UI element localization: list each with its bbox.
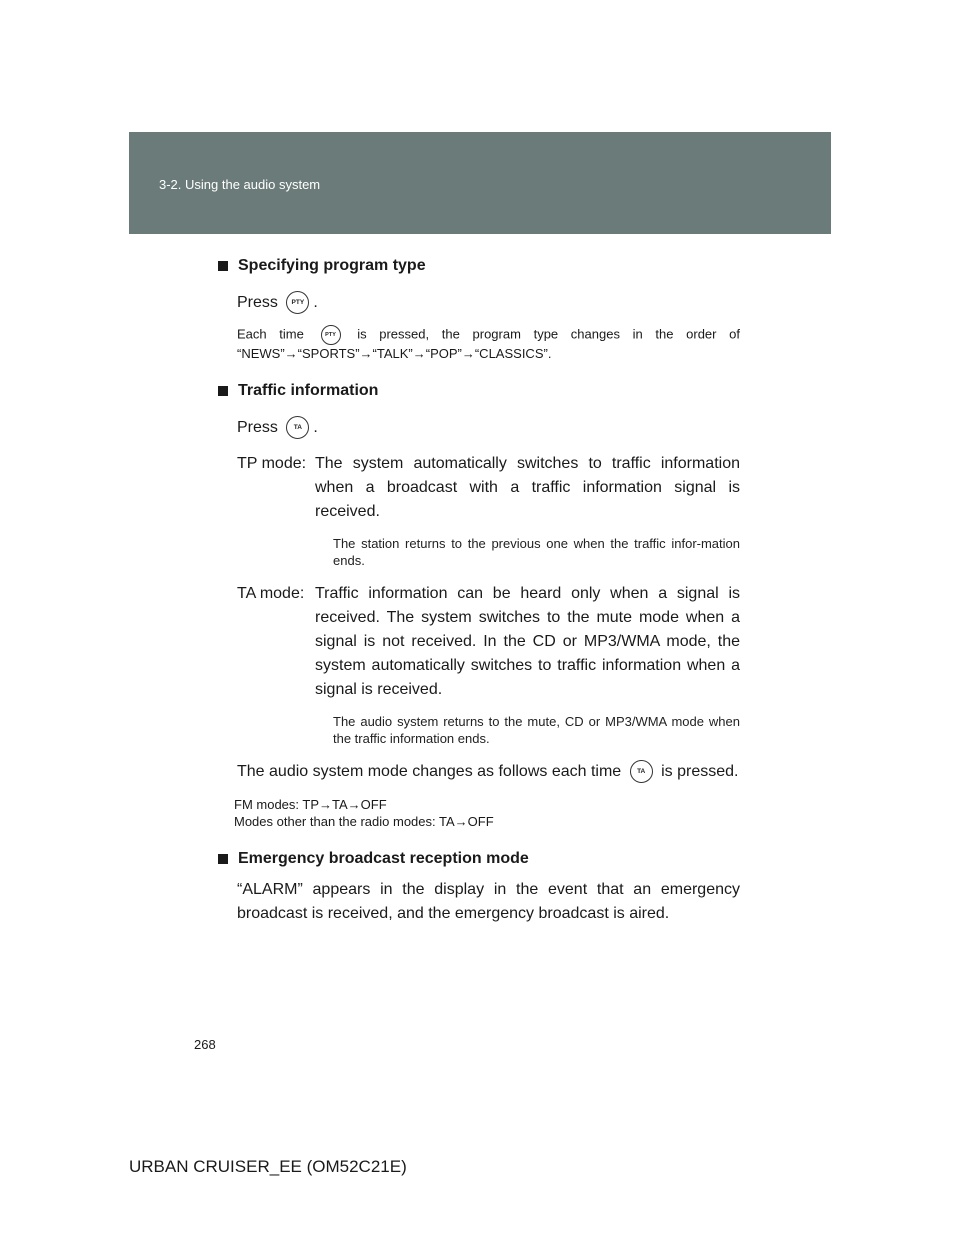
tp-mode-note: The station returns to the previous one when the traffic infor-mation ends. — [333, 536, 740, 568]
section-title: 3-2. Using the audio system — [159, 177, 321, 192]
pty-note: Each time PTY is pressed, the program type changes in the order of “NEWS”→“SPORTS”→“TALK”→“POP”→“CLASSICS”. — [237, 326, 740, 361]
traffic-heading: Traffic information — [238, 380, 740, 402]
content — [234, 255, 740, 926]
ta-button-icon: TA — [286, 416, 309, 439]
page-number: 268 — [194, 1037, 216, 1052]
pty-button-icon: PTY — [286, 291, 309, 314]
emergency-text: “ALARM” appears in the display in the event that an emergency broadcast is received, and the emergency broadcast is aired. — [237, 881, 740, 922]
ta-mode-note: The audio system returns to the mute, CD or MP3/WMA mode when the traffic information ends. — [333, 714, 740, 746]
mode-cycle-text: The audio system mode changes as follows each time TA is pressed. — [237, 760, 740, 784]
emergency-heading: Emergency broadcast reception mode — [238, 848, 740, 870]
pty-button-icon-small: PTY — [321, 325, 341, 345]
square-bullet-icon — [218, 854, 228, 864]
pty-heading: Specifying program type — [238, 255, 740, 277]
tp-mode-label: TP mode: — [237, 455, 307, 472]
pty-press-line: Press PTY . — [237, 291, 740, 315]
ta-mode — [237, 582, 740, 702]
mode-cycle-list — [234, 796, 740, 830]
section-header — [129, 132, 831, 234]
ta-button-icon: TA — [630, 760, 653, 783]
other-modes: Modes other than the radio modes: TA→OFF — [234, 814, 494, 829]
tp-mode-text: The system automatically switches to traffic information when a broadcast with a traffic information signal is received. — [315, 455, 740, 520]
tp-mode — [237, 452, 740, 524]
footer-model: URBAN CRUISER_EE (OM52C21E) — [129, 1157, 407, 1176]
square-bullet-icon — [218, 261, 228, 271]
square-bullet-icon — [218, 386, 228, 396]
ta-mode-text: Traffic information can be heard only when a signal is received. The system switches to the mute mode when a signal is not received. In the CD or MP3/WMA mode, the system automatically switches to traffic information when a signal is received. — [315, 585, 740, 698]
ta-mode-label: TA mode: — [237, 585, 305, 602]
ta-press-line: Press TA . — [237, 416, 740, 440]
fm-modes: FM modes: TP→TA→OFF — [234, 797, 387, 812]
